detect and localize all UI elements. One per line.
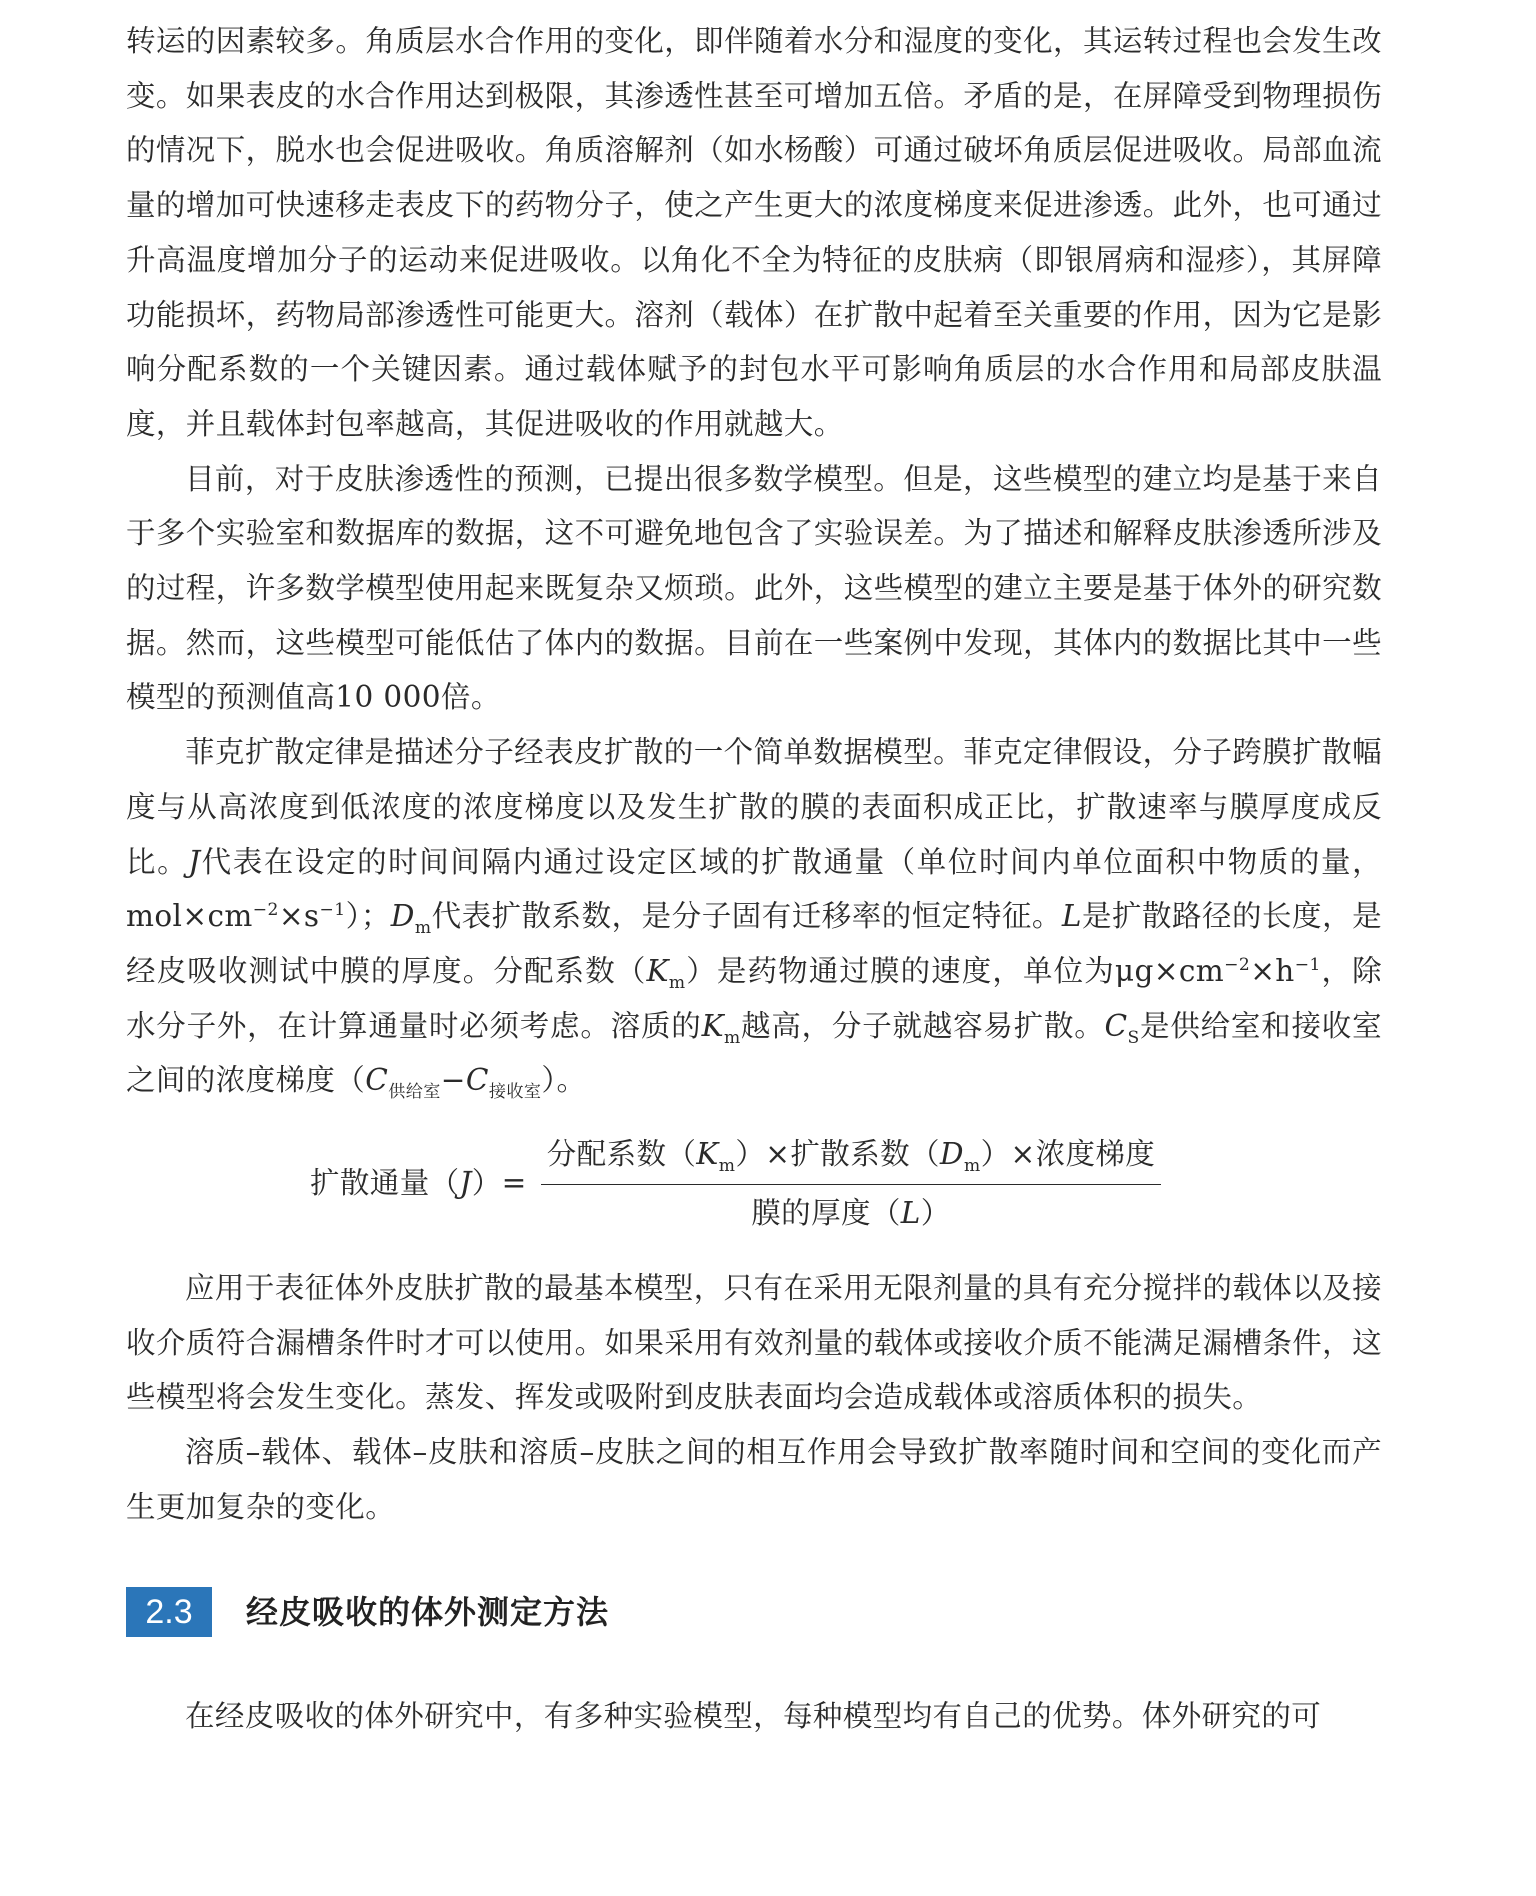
paragraph-hydration: 转运的因素较多。角质层水合作用的变化，即伴随着水分和湿度的变化，其运转过程也会发生改变。如果表皮的水合作用达到极限，其渗透性甚至可增加五倍。矛盾的是，在屏障受到物理损伤的情况下，脱水也会促进吸收。角质溶解剂（如水杨酸）可通过破坏角质层促进吸收。局部血流量的增加可快速移走表皮下的药物分子，使之产生更大的浓度梯度来促进渗透。此外，也可通过升高温度增加分子的运动来促进吸收。以角化不全为特征的皮肤病（即银屑病和湿疹），其屏障功能损坏，药物局部渗透性可能更大。溶剂（载体）在扩散中起着至关重要的作用，因为它是影响分配系数的一个关键因素。通过载体赋予的封包水平可影响角质层的水合作用和局部皮肤温度，并且载体封包率越高，其促进吸收的作用就越大。 [126, 24, 1382, 441]
section-heading [126, 1585, 1382, 1640]
section-title: 经皮吸收的体外测定方法 [246, 1592, 610, 1631]
paragraph-math-models: 目前，对于皮肤渗透性的预测，已提出很多数学模型。但是，这些模型的建立均是基于来自于多个实验室和数据库的数据，这不可避免地包含了实验误差。为了描述和解释皮肤渗透所涉及的过程，许多数学模型使用起来既复杂又烦琐。此外，这些模型的建立主要是基于体外的研究数据。然而，这些模型可能低估了体内的数据。目前在一些案例中发现，其体内的数据比其中一些模型的预测值高10 000倍。 [126, 461, 1382, 715]
section-number-badge: 2.3 [126, 1587, 212, 1637]
diffusion-flux-formula [310, 1130, 1382, 1237]
paragraph-in-vitro: 在经皮吸收的体外研究中，有多种实验模型，每种模型均有自己的优势。体外研究的可 [185, 1699, 1322, 1734]
formula-numerator: 分配系数$(K_m)\times$扩散系数$(D_m)\times$浓度梯度 [541, 1130, 1161, 1185]
formula-denominator: 膜的厚度（L） [751, 1196, 951, 1231]
formula-fraction [541, 1130, 1161, 1237]
paragraph-basic-model: 应用于表征体外皮肤扩散的最基本模型，只有在采用无限剂量的具有充分搅拌的载体以及接收介质符合漏槽条件时才可以使用。如果采用有效剂量的载体或接收介质不能满足漏槽条件，这些模型将会发生变化。蒸发、挥发或吸附到皮肤表面均会造成载体或溶质体积的损失。 [126, 1271, 1382, 1415]
paragraph-interactions: 溶质–载体、载体–皮肤和溶质–皮肤之间的相互作用会导致扩散率随时间和空间的变化而产生更加复杂的变化。 [126, 1435, 1382, 1524]
paragraph-fick-law: 菲克扩散定律是描述分子经表皮扩散的一个简单数据模型。菲克定律假设，分子跨膜扩散幅度与从高浓度到低浓度的浓度梯度以及发生扩散的膜的表面积成正比，扩散速率与膜厚度成反比。J代表在设定的时间间隔内通过设定区域的扩散通量（单位时间内单位面积中物质的量，$mol\times cm^{-2}\times s^{-1}$）；$D_m$代表扩散系数，是分子固有迁移率的恒定特征。L是扩散路径的长度，是经皮吸收测试中膜的厚度。分配系数$(K_m)$是药物通过膜的速度，单位为$\mu g\times cm^{-2}\times h^{-1}$，除水分子外，在计算通量时必须考虑。溶质的$K_m$越高，分子就越容易扩散。$C_S$是供给室和接收室之间的浓度梯度$(C_{供给室}-C_{接收室})$。 [126, 735, 1382, 1103]
formula-lhs: 扩散通量（J）= [310, 1166, 527, 1201]
document-page [126, 14, 1382, 1744]
